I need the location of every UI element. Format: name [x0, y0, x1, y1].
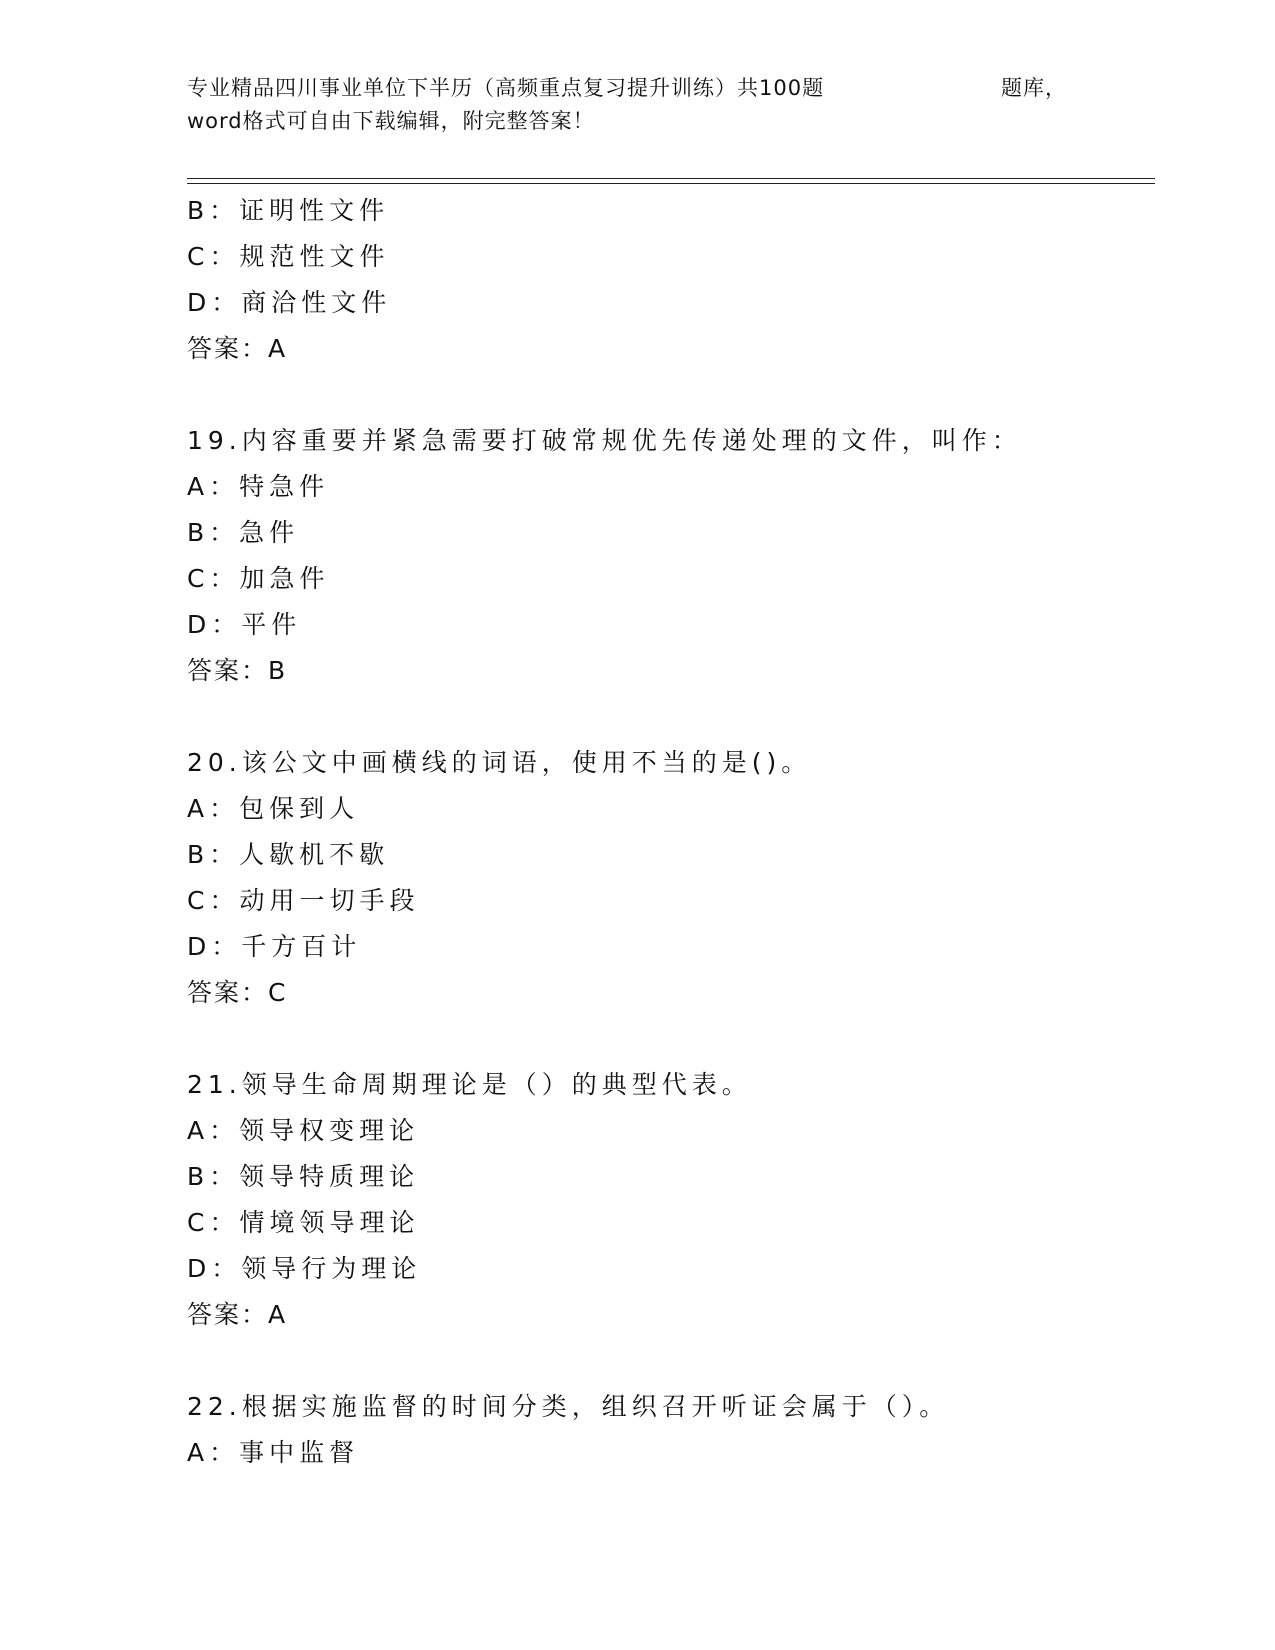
question-block — [187, 740, 1147, 1016]
answer-option: A：领导权变理论 — [187, 1116, 420, 1145]
answer-key: 答案：B — [187, 656, 288, 685]
answer-option: D：商洽性文件 — [187, 288, 392, 317]
question-block — [187, 1384, 1147, 1476]
question-block — [187, 1062, 1147, 1338]
answer-key: 答案：A — [187, 1300, 288, 1329]
answer-option: B：急件 — [187, 518, 300, 547]
answer-option: A：包保到人 — [187, 794, 360, 823]
block-spacer — [187, 694, 1147, 740]
block-spacer — [187, 372, 1147, 418]
answer-option: D：平件 — [187, 610, 302, 639]
header-title: 专业精品四川事业单位下半历（高频重点复习提升训练）共100题 — [187, 76, 825, 100]
document-header — [187, 72, 1067, 138]
block-spacer — [187, 1016, 1147, 1062]
question-stem: 21.领导生命周期理论是（）的典型代表。 — [187, 1070, 752, 1099]
answer-option: C：规范性文件 — [187, 242, 390, 271]
answer-option: B：领导特质理论 — [187, 1162, 420, 1191]
block-spacer — [187, 1338, 1147, 1384]
answer-option: D：领导行为理论 — [187, 1254, 422, 1283]
header-divider-bottom — [187, 183, 1155, 184]
question-block — [187, 188, 1147, 372]
question-stem: 19.内容重要并紧急需要打破常规优先传递处理的文件，叫作： — [187, 426, 1022, 455]
question-stem: 20.该公文中画横线的词语，使用不当的是()。 — [187, 748, 812, 777]
header-title-end: 题库， — [1001, 76, 1067, 100]
answer-key: 答案：A — [187, 334, 288, 363]
answer-option: C：情境领导理论 — [187, 1208, 420, 1237]
answer-option: B：证明性文件 — [187, 196, 390, 225]
answer-option: D：千方百计 — [187, 932, 362, 961]
answer-option: A：特急件 — [187, 472, 330, 501]
header-line-2: word格式可自由下载编辑，附完整答案！ — [187, 109, 595, 133]
answer-option: C：加急件 — [187, 564, 330, 593]
answer-option: C：动用一切手段 — [187, 886, 420, 915]
answer-key: 答案：C — [187, 978, 288, 1007]
header-divider-top — [187, 178, 1155, 179]
header-line-1 — [187, 72, 1067, 105]
answer-option: A：事中监督 — [187, 1438, 360, 1467]
answer-option: B：人歇机不歇 — [187, 840, 390, 869]
question-list — [187, 188, 1147, 1476]
question-stem: 22.根据实施监督的时间分类，组织召开听证会属于（）。 — [187, 1392, 950, 1421]
question-block — [187, 418, 1147, 694]
